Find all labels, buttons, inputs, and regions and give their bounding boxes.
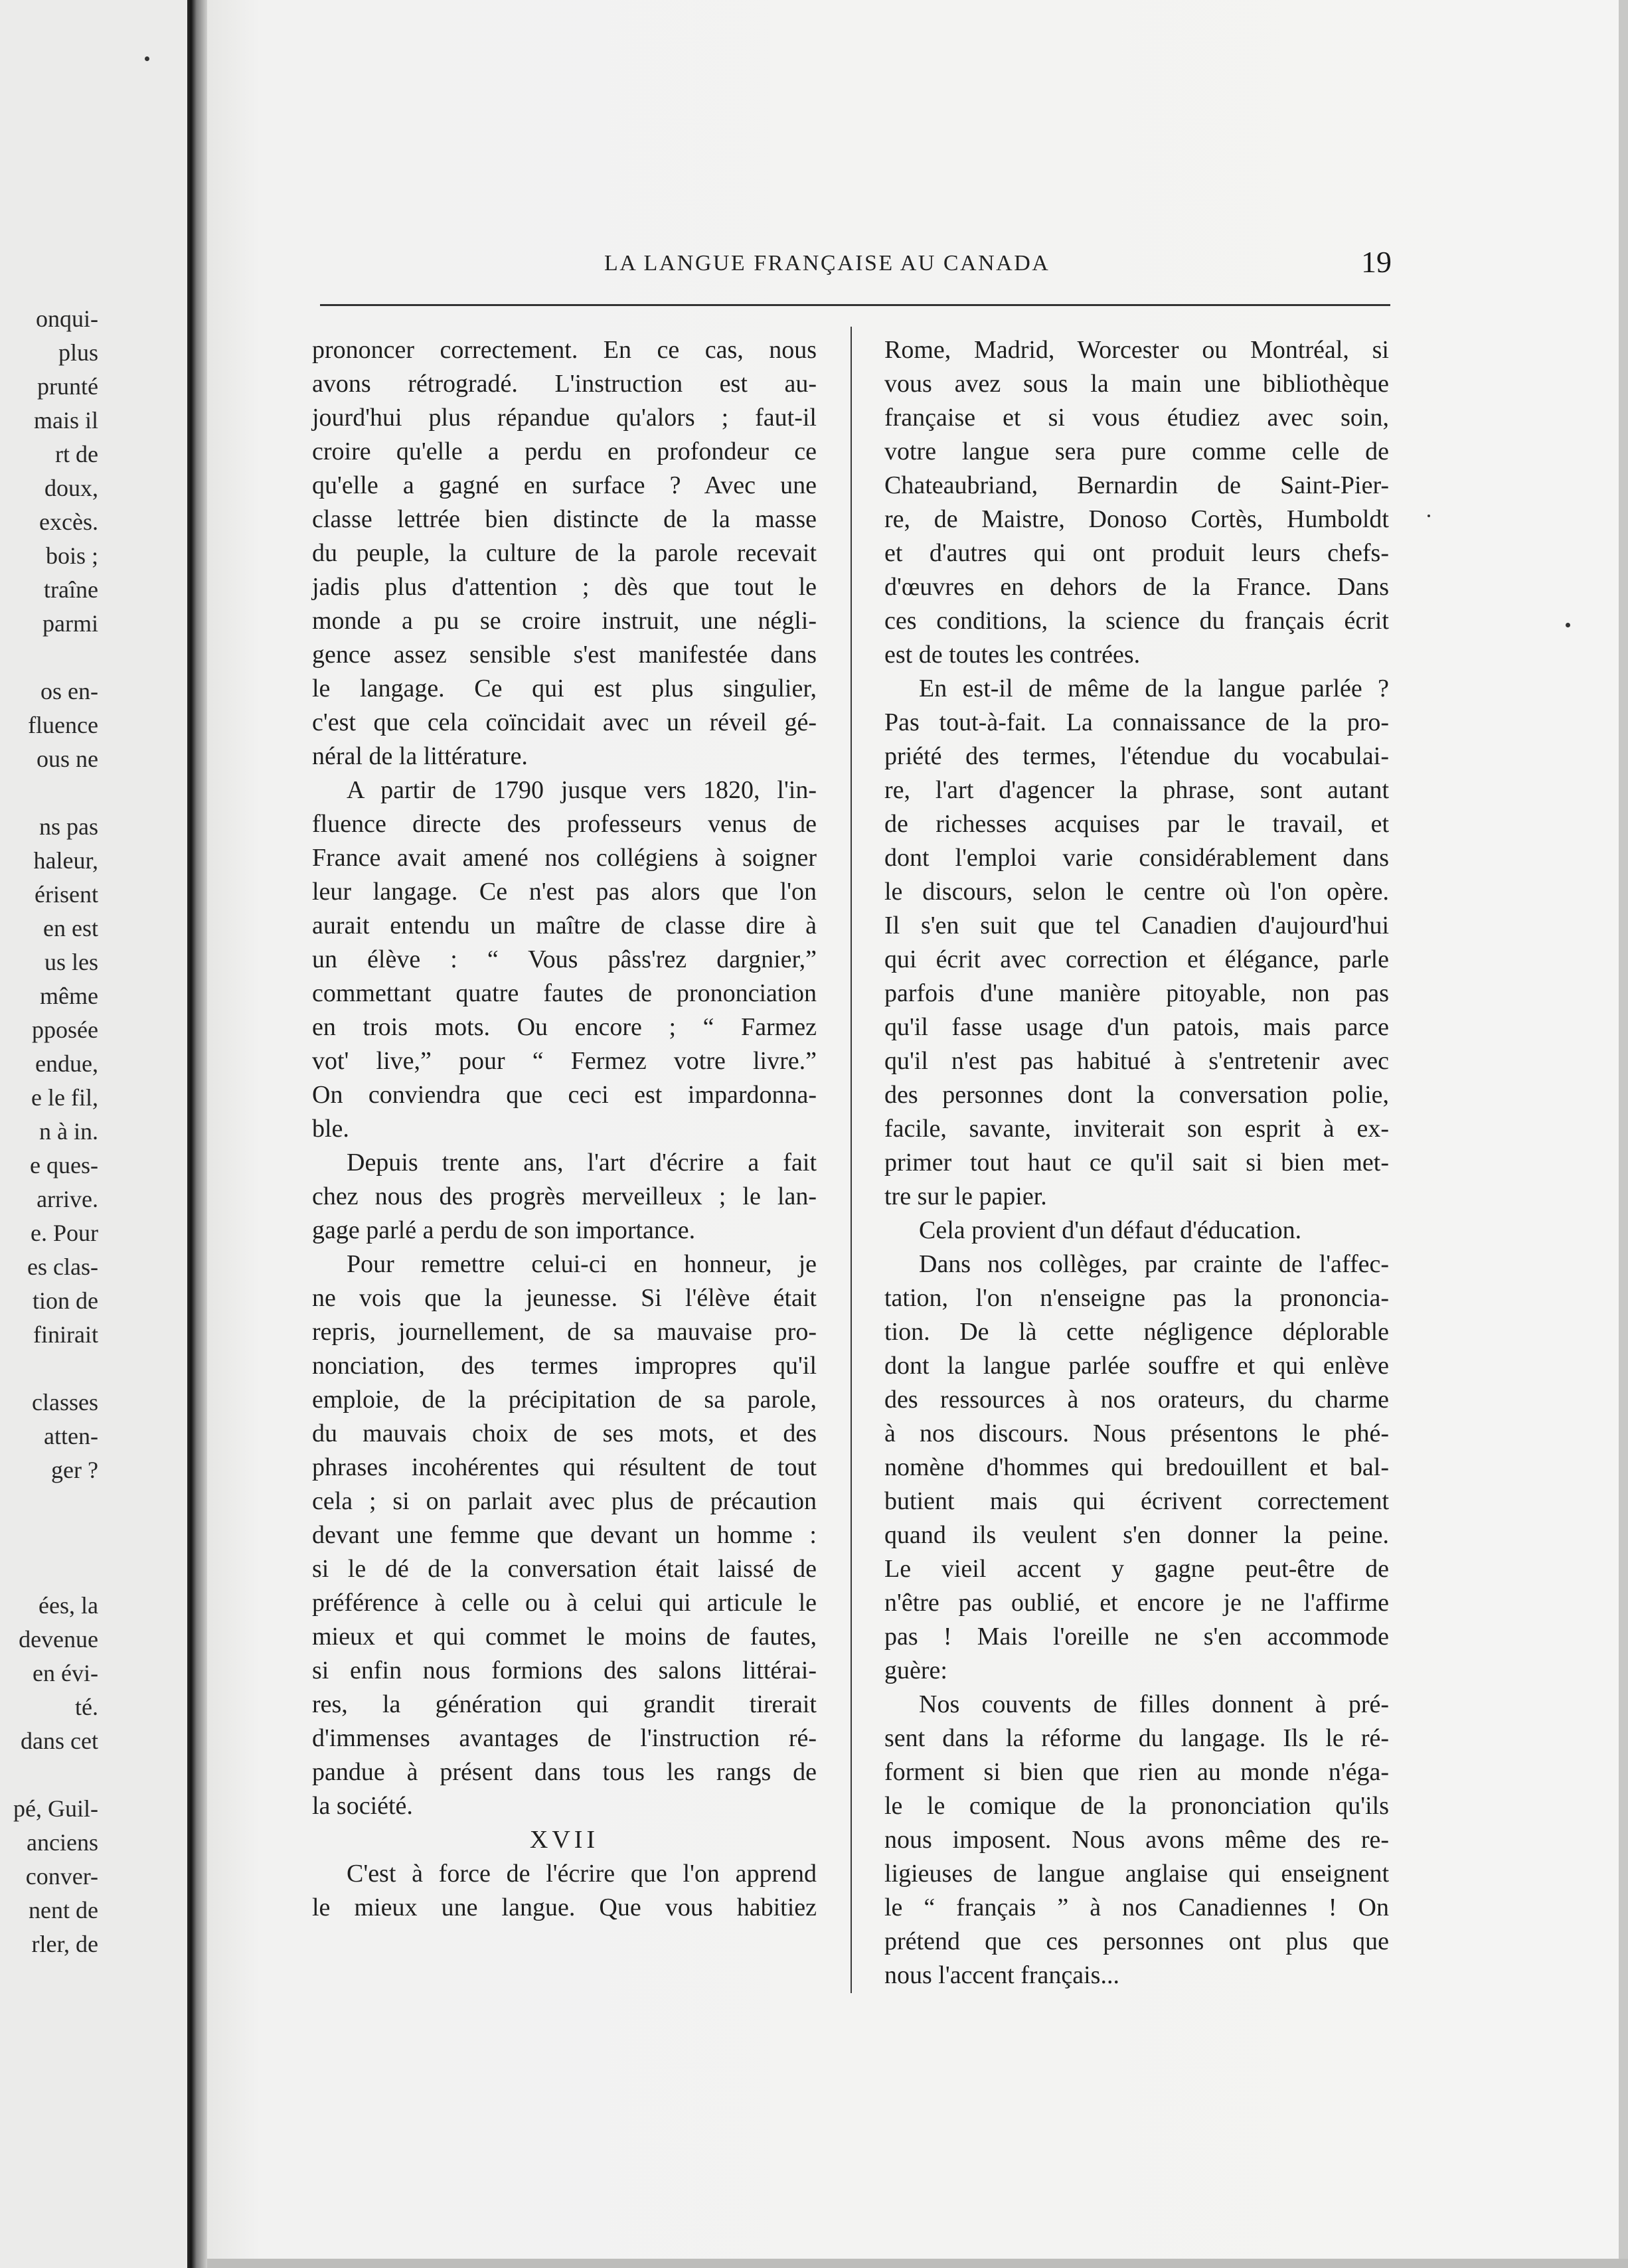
paragraph [884, 1248, 1389, 1688]
facing-page-line: finirait [33, 1321, 98, 1348]
text-line: Nos couvents de filles donnent à pré- [919, 1690, 1389, 1718]
paragraph [312, 1857, 817, 1925]
text-line: facile, savante, inviterait son esprit à ex- [884, 1115, 1389, 1143]
text-line: française et si vous étudiez avec soin, [884, 404, 1389, 432]
text-line: butient mais qui écrivent correctement [884, 1487, 1389, 1515]
text-line: qui écrit avec correction et élégance, parle [884, 945, 1389, 973]
facing-page-line: es clas- [27, 1254, 98, 1280]
facing-page-line: érisent [35, 881, 98, 908]
text-line: jadis plus d'attention ; dès que tout le [312, 573, 817, 601]
facing-page-line: os en- [41, 678, 98, 704]
paragraph [312, 1248, 817, 1823]
text-line: est de toutes les contrées. [884, 641, 1141, 669]
facing-page-line: conver- [25, 1863, 98, 1890]
text-line: qu'il n'est pas habitué à s'entretenir avec [884, 1047, 1389, 1075]
text-line: d'immenses avantages de l'instruction ré- [312, 1724, 817, 1752]
facing-page-line [0, 1521, 98, 1555]
text-line: repris, journellement, de sa mauvaise pro- [312, 1318, 817, 1346]
text-line: d'œuvres en dehors de la France. Dans [884, 573, 1389, 601]
facing-page-line: prunté [37, 373, 98, 400]
facing-page-line: endue, [35, 1050, 98, 1077]
facing-page-line: ous ne [37, 746, 98, 772]
facing-page-line: traîne [44, 576, 98, 603]
text-line: des ressources à nos orateurs, du charme [884, 1386, 1389, 1414]
text-line: nomène d'hommes qui bredouillent et bal- [884, 1453, 1389, 1481]
paragraph [884, 333, 1389, 672]
paragraph [312, 333, 817, 773]
running-head: LA LANGUE FRANÇAISE AU CANADA [604, 251, 1050, 276]
text-line: emploie, de la précipitation de sa parole, [312, 1386, 817, 1414]
text-line: Dans nos collèges, par crainte de l'affec- [919, 1250, 1389, 1278]
facing-page-line: rt de [55, 441, 98, 467]
text-line: le langage. Ce qui est plus singulier, [312, 675, 817, 702]
text-line: re, de Maistre, Donoso Cortès, Humboldt [884, 505, 1389, 533]
text-line: nous l'accent français... [884, 1961, 1119, 1989]
text-line: forment si bien que rien au monde n'éga- [884, 1758, 1389, 1786]
facing-page-line [0, 1487, 98, 1521]
facing-page-line [0, 776, 98, 810]
facing-page-line: bois ; [45, 542, 98, 569]
text-line: primer tout haut ce qu'il sait si bien met- [884, 1149, 1389, 1176]
text-line: devant une femme que devant un homme : [312, 1521, 817, 1549]
text-line: tion. De là cette négligence déplorable [884, 1318, 1389, 1346]
text-line: si enfin nous formions des salons littérai- [312, 1657, 817, 1684]
text-line: leur langage. Ce n'est pas alors que l'on [312, 878, 817, 906]
facing-page-line: rler, de [31, 1931, 98, 1957]
text-line: croire qu'elle a perdu en profondeur ce [312, 438, 817, 465]
facing-page-line: plus [58, 339, 98, 366]
text-line: qu'elle a gagné en surface ? Avec une [312, 471, 817, 499]
facing-page-text [0, 302, 98, 1961]
facing-page-line: e ques- [30, 1152, 98, 1178]
text-line: France avait amené nos collégiens à soigner [312, 844, 817, 872]
facing-page-line: arrive. [37, 1186, 98, 1212]
text-line: dont l'emploi varie considérablement dans [884, 844, 1389, 872]
text-line: Pas tout-à-fait. La connaissance de la pro- [884, 708, 1389, 736]
facing-page-line: ées, la [39, 1592, 98, 1619]
text-line: prétend que ces personnes ont plus que [884, 1927, 1389, 1955]
page-edge [1619, 0, 1628, 2268]
facing-page-line: même [40, 983, 98, 1009]
page-bottom-edge [207, 2259, 1628, 2268]
text-line: préférence à celle ou à celui qui articule le [312, 1589, 817, 1617]
text-line: priété des termes, l'étendue du vocabulai- [884, 742, 1389, 770]
facing-page-line: nent de [29, 1897, 98, 1923]
facing-page-line: dans cet [21, 1728, 98, 1754]
text-line: et d'autres qui ont produit leurs chefs- [884, 539, 1389, 567]
text-line: classe lettrée bien distincte de la masse [312, 505, 817, 533]
facing-page-line: us les [44, 949, 98, 975]
text-line: Rome, Madrid, Worcester ou Montréal, si [884, 336, 1389, 364]
text-line: cela ; si on parlait avec plus de précaution [312, 1487, 817, 1515]
facing-page-line: ger ? [51, 1457, 98, 1483]
text-line: C'est à force de l'écrire que l'on apprend [347, 1860, 817, 1888]
text-line: Cela provient d'un défaut d'éducation. [919, 1216, 1302, 1244]
text-line: nonciation, des termes impropres qu'il [312, 1352, 817, 1380]
text-line: quand ils veulent s'en donner la peine. [884, 1521, 1389, 1549]
facing-page-line [0, 1758, 98, 1792]
text-line: en trois mots. Ou encore ; “ Farmez [312, 1013, 817, 1041]
text-line: du peuple, la culture de la parole recevait [312, 539, 817, 567]
right-column [884, 333, 1389, 1992]
text-line: vous avez sous la main une bibliothèque [884, 370, 1389, 398]
text-line: c'est que cela coïncidait avec un réveil gé- [312, 708, 817, 736]
text-line: un élève : “ Vous pâss'rez dargnier,” [312, 945, 817, 973]
text-line: ces conditions, la science du français écrit [884, 607, 1389, 635]
text-line: re, l'art d'agencer la phrase, sont autant [884, 776, 1389, 804]
speck [1427, 515, 1430, 517]
section-heading: XVII [529, 1826, 600, 1854]
text-line: tation, l'on n'enseigne pas la prononcia- [884, 1284, 1389, 1312]
text-line: dont la langue parlée souffre et qui enlève [884, 1352, 1389, 1380]
text-line: tre sur le papier. [884, 1182, 1047, 1210]
text-line: Chateaubriand, Bernardin de Saint-Pier- [884, 471, 1389, 499]
facing-page-line: doux, [44, 475, 98, 501]
facing-page-line [0, 1555, 98, 1589]
text-line: votre langue sera pure comme celle de [884, 438, 1389, 465]
text-line: Il s'en suit que tel Canadien d'aujourd'hui [884, 912, 1389, 939]
left-column [312, 333, 817, 1925]
text-line: si le dé de la conversation était laissé de [312, 1555, 817, 1583]
facing-page-line: en évi- [33, 1660, 98, 1686]
text-line: A partir de 1790 jusque vers 1820, l'in- [347, 776, 817, 804]
text-line: qu'il fasse usage d'un patois, mais parce [884, 1013, 1389, 1041]
facing-page-line: anciens [27, 1829, 98, 1856]
text-line: des personnes dont la conversation polie, [884, 1081, 1389, 1109]
facing-page-line: pé, Guil- [13, 1795, 98, 1822]
paragraph [884, 1688, 1389, 1992]
text-line: Depuis trente ans, l'art d'écrire a fait [347, 1149, 817, 1176]
paragraph [312, 773, 817, 1146]
facing-page [0, 0, 187, 2268]
speck [145, 56, 149, 61]
text-line: gage parlé a perdu de son importance. [312, 1216, 696, 1244]
text-line: à nos discours. Nous présentons le phé- [884, 1419, 1389, 1447]
facing-page-line: devenue [19, 1626, 98, 1653]
column-divider [851, 327, 852, 1993]
text-line: prononcer correctement. En ce cas, nous [312, 336, 817, 364]
facing-page-line: ns pas [39, 813, 98, 840]
text-line: phrases incohérentes qui résultent de tout [312, 1453, 817, 1481]
facing-page-line: tion de [33, 1287, 98, 1314]
text-line: mieux et qui commet le moins de fautes, [312, 1623, 817, 1651]
facing-page-line: haleur, [33, 847, 98, 874]
page-gutter [187, 0, 207, 2268]
text-line: commettant quatre fautes de prononciation [312, 979, 817, 1007]
text-line: monde a pu se croire instruit, une négli- [312, 607, 817, 635]
text-line: guère: [884, 1657, 947, 1684]
facing-page-line: atten- [44, 1423, 98, 1449]
text-line: le discours, selon le centre où l'on opère. [884, 878, 1389, 906]
facing-page-line: té. [75, 1694, 98, 1720]
page-number: 19 [1361, 245, 1392, 279]
facing-page-line: onqui- [36, 305, 98, 332]
text-line: nous imposent. Nous avons même des re- [884, 1826, 1389, 1854]
text-line: du mauvais choix de ses mots, et des [312, 1419, 817, 1447]
text-line: n'être pas oublié, et encore je ne l'affirme [884, 1589, 1389, 1617]
text-line: jourd'hui plus répandue qu'alors ; faut-il [312, 404, 817, 432]
facing-page-line: en est [43, 915, 98, 941]
speck [1566, 623, 1570, 627]
text-line: chez nous des progrès merveilleux ; le lan- [312, 1182, 817, 1210]
text-line: néral de la littérature. [312, 742, 528, 770]
text-line: le le comique de la prononciation qu'ils [884, 1792, 1389, 1820]
facing-page-line: n à in. [39, 1118, 98, 1145]
facing-page-line: mais il [34, 407, 98, 434]
text-line: pas ! Mais l'oreille ne s'en accommode [884, 1623, 1389, 1651]
text-line: Le vieil accent y gagne peut-être de [884, 1555, 1389, 1583]
facing-page-line [0, 641, 98, 675]
facing-page-line: fluence [28, 712, 98, 738]
text-line: ble. [312, 1115, 349, 1143]
paragraph [884, 1214, 1389, 1248]
facing-page-line [0, 1352, 98, 1386]
text-line: aurait entendu un maître de classe dire à [312, 912, 817, 939]
text-line: parfois d'une manière pitoyable, non pas [884, 979, 1389, 1007]
header-rule [320, 304, 1390, 306]
text-line: Pour remettre celui-ci en honneur, je [347, 1250, 817, 1278]
facing-page-line: classes [32, 1389, 98, 1416]
text-line: En est-il de même de la langue parlée ? [919, 675, 1389, 702]
text-line: fluence directe des professeurs venus de [312, 810, 817, 838]
text-line: res, la génération qui grandit tirerait [312, 1690, 817, 1718]
facing-page-line: pposée [32, 1016, 98, 1043]
text-line: la société. [312, 1792, 413, 1820]
text-line: ligieuses de langue anglaise qui enseignent [884, 1860, 1389, 1888]
text-line: vot' live,” pour “ Fermez votre livre.” [312, 1047, 817, 1075]
paragraph [884, 672, 1389, 1214]
paragraph [312, 1146, 817, 1248]
text-line: On conviendra que ceci est impardonna- [312, 1081, 817, 1109]
facing-page-line: e. Pour [31, 1220, 98, 1246]
facing-page-line: e le fil, [31, 1084, 98, 1111]
facing-page-line: excès. [39, 509, 98, 535]
text-line: sent dans la réforme du langage. Ils le ré- [884, 1724, 1389, 1752]
text-line: le “ français ” à nos Canadiennes ! On [884, 1894, 1389, 1921]
text-line: gence assez sensible s'est manifestée dans [312, 641, 817, 669]
text-line: avons rétrogradé. L'instruction est au- [312, 370, 817, 398]
text-line: le mieux une langue. Que vous habitiez [312, 1894, 817, 1921]
text-line: ne vois que la jeunesse. Si l'élève était [312, 1284, 817, 1312]
text-line: de richesses acquises par le travail, et [884, 810, 1389, 838]
facing-page-line: parmi [42, 610, 98, 637]
text-line: pandue à présent dans tous les rangs de [312, 1758, 817, 1786]
